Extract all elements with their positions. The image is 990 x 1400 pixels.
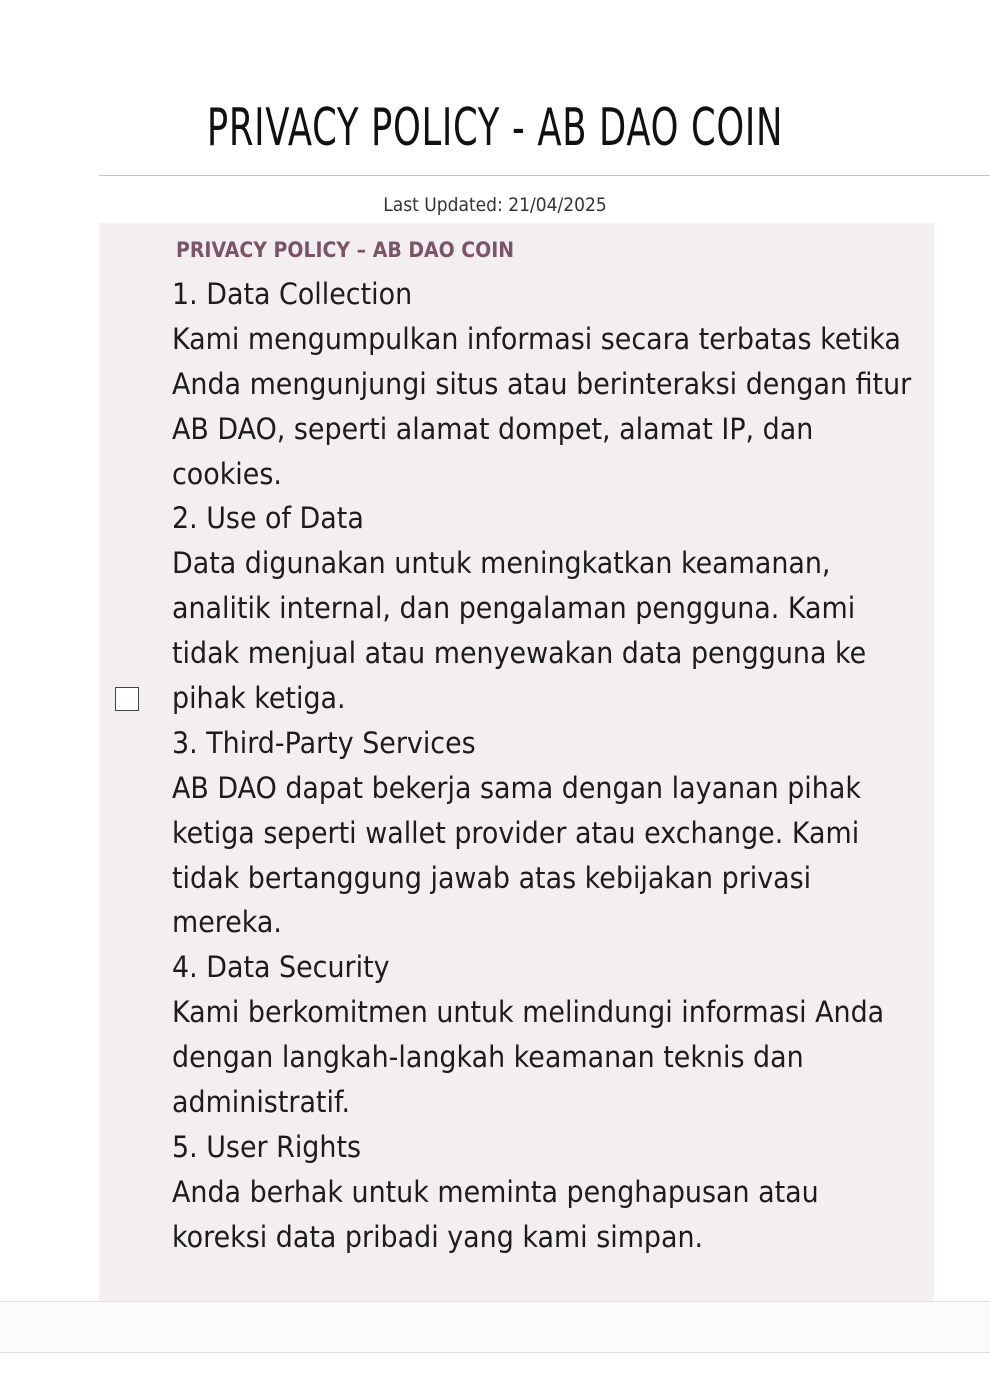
policy-text-line: Kami berkomitmen untuk melindungi informasi Anda (172, 995, 885, 1030)
footer-band (0, 1302, 990, 1352)
policy-text-line: dengan langkah-langkah keamanan teknis dan (172, 1040, 804, 1075)
policy-text-line: pihak ketiga. (172, 681, 346, 716)
policy-text-line: AB DAO dapat bekerja sama dengan layanan pihak (172, 770, 861, 805)
footer-divider-bottom (0, 1352, 990, 1353)
policy-body (172, 272, 932, 1260)
policy-text-line: mereka. (172, 905, 282, 940)
policy-text-line: Anda berhak untuk meminta penghapusan atau (172, 1174, 819, 1209)
section-heading-third-party-services: 3. Third-Party Services (172, 725, 476, 760)
policy-text-line: ketiga seperti wallet provider atau exchange. Kami (172, 815, 860, 850)
policy-text-line: Kami mengumpulkan informasi secara terbatas ketika (172, 321, 901, 356)
policy-text-line: cookies. (172, 456, 282, 491)
policy-text-line: AB DAO, seperti alamat dompet, alamat IP, dan (172, 411, 814, 446)
title-divider (99, 175, 990, 176)
policy-text-line: analitik internal, dan pengalaman pengguna. Kami (172, 591, 856, 626)
section-heading-use-of-data: 2. Use of Data (172, 501, 364, 536)
policy-text-line: Data digunakan untuk meningkatkan keamanan, (172, 546, 831, 581)
section-heading-data-security: 4. Data Security (172, 950, 390, 985)
last-updated-text: Last Updated: 21/04/2025 (383, 194, 607, 216)
policy-text-line: tidak menjual atau menyewakan data pengguna ke (172, 636, 867, 671)
page-title: PRIVACY POLICY - AB DAO COIN (206, 98, 784, 158)
agree-checkbox[interactable] (115, 687, 139, 711)
policy-text-line: tidak bertanggung jawab atas kebijakan privasi (172, 860, 812, 895)
policy-text-line: koreksi data pribadi yang kami simpan. (172, 1219, 704, 1254)
panel-heading: PRIVACY POLICY – AB DAO COIN (176, 238, 515, 262)
section-heading-user-rights: 5. User Rights (172, 1129, 362, 1164)
policy-text-line: Anda mengunjungi situs atau berinteraksi dengan fitur (172, 366, 912, 401)
section-heading-data-collection: 1. Data Collection (172, 277, 413, 311)
policy-text-line: administratif. (172, 1085, 351, 1120)
